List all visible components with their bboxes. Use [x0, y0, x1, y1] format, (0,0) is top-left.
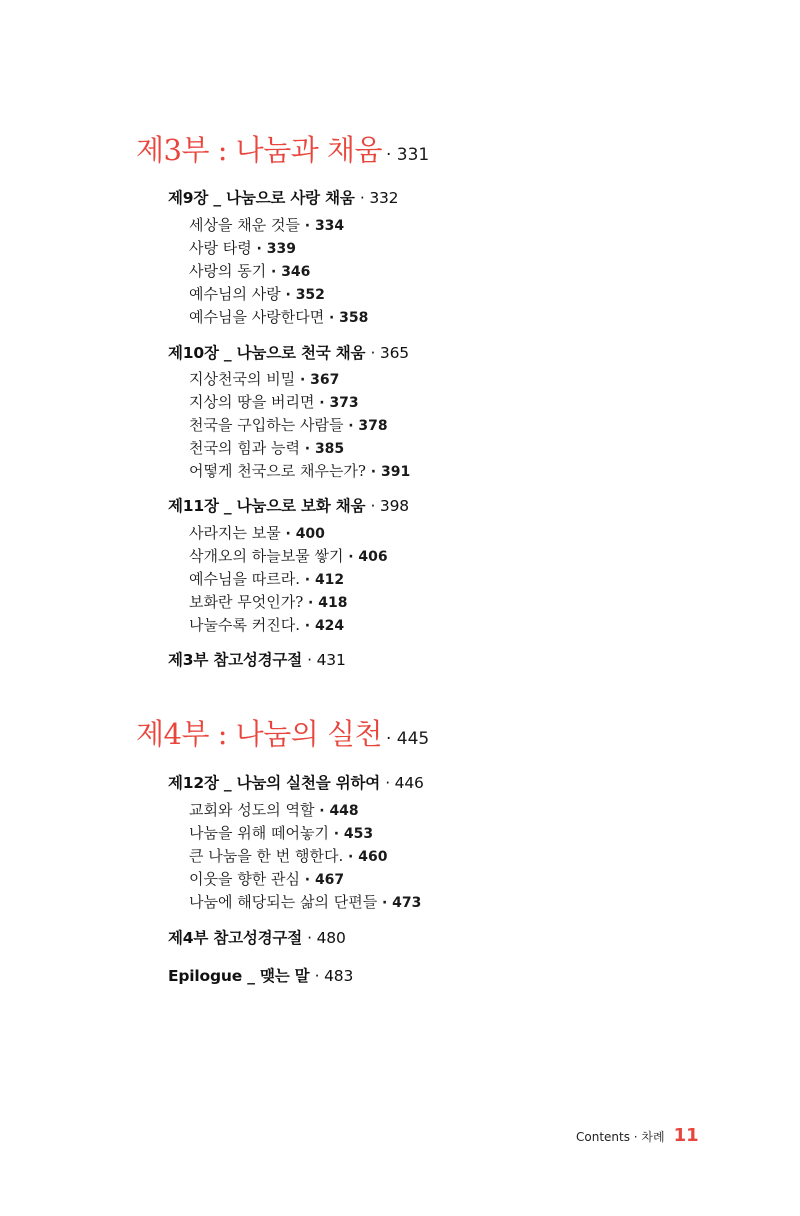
entry-title: 예수님의 사랑	[189, 285, 281, 303]
chapter-page-number: · 446	[385, 774, 424, 792]
chapter-page-number: · 398	[370, 497, 409, 515]
entry-title: 나눔을 위해 떼어놓기	[189, 824, 329, 842]
toc-entry[interactable]	[189, 437, 344, 458]
toc-entry[interactable]	[189, 799, 359, 820]
entry-title: 보화란 무엇인가?	[189, 593, 304, 611]
entry-page-number: · 473	[381, 895, 422, 911]
entry-page-number: · 385	[304, 441, 345, 457]
entry-page-number: · 367	[299, 372, 340, 388]
entry-page-number: · 391	[370, 464, 411, 480]
entry-page-number: · 400	[285, 526, 325, 542]
entry-page-number: · 339	[256, 241, 296, 257]
toc-entry[interactable]	[189, 306, 368, 327]
entry-title: 예수님을 따르라.	[189, 570, 300, 588]
entry-page-number: · 412	[304, 572, 345, 588]
chapter-label: 제9장 _ 나눔으로 사랑 채움	[168, 189, 355, 207]
chapter-page-number: · 365	[370, 344, 409, 362]
entry-title: 지상의 땅을 버리면	[189, 393, 315, 411]
entry-title: 이웃을 향한 관심	[189, 870, 300, 888]
entry-title: 예수님을 사랑한다면	[189, 308, 325, 326]
chapter-heading[interactable]	[168, 186, 398, 208]
entry-page-number: · 418	[308, 595, 348, 611]
entry-page-number: · 358	[328, 310, 369, 326]
part-title: 제4부 : 나눔의 실천	[136, 717, 382, 751]
entry-title: 삭개오의 하늘보물 쌓기	[189, 547, 344, 565]
toc-entry[interactable]	[189, 391, 359, 412]
chapter-heading[interactable]	[168, 648, 346, 670]
toc-entry[interactable]	[189, 283, 325, 304]
entry-title: 천국을 구입하는 사람들	[189, 416, 344, 434]
part-heading	[136, 712, 429, 753]
toc-entry[interactable]	[189, 591, 347, 612]
chapter-heading[interactable]	[168, 341, 409, 363]
entry-title: 나눔에 해당되는 삶의 단편들	[189, 893, 378, 911]
chapter-heading[interactable]	[168, 926, 346, 948]
toc-entry[interactable]	[189, 845, 387, 866]
chapter-label: Epilogue _ 맺는 말	[168, 967, 310, 985]
toc-entry[interactable]	[189, 891, 421, 912]
chapter-heading[interactable]	[168, 494, 409, 516]
entry-title: 큰 나눔을 한 번 행한다.	[189, 847, 344, 865]
entry-page-number: · 406	[348, 549, 388, 565]
chapter-page-number: · 483	[314, 967, 354, 985]
toc-entry[interactable]	[189, 214, 344, 235]
chapter-heading[interactable]	[168, 771, 424, 793]
chapter-label: 제10장 _ 나눔으로 천국 채움	[168, 344, 366, 362]
chapter-label: 제3부 참고성경구절	[168, 651, 302, 669]
chapter-label: 제11장 _ 나눔으로 보화 채움	[168, 497, 366, 515]
entry-title: 나눌수록 커진다.	[189, 616, 300, 634]
entry-title: 지상천국의 비밀	[189, 370, 296, 388]
chapter-page-number: · 431	[307, 651, 346, 669]
toc-entry[interactable]	[189, 545, 388, 566]
entry-page-number: · 467	[304, 872, 345, 888]
chapter-heading[interactable]	[168, 964, 353, 986]
entry-page-number: · 352	[285, 287, 325, 303]
part-title: 제3부 : 나눔과 채움	[136, 133, 382, 167]
entry-page-number: · 346	[271, 264, 311, 280]
chapter-page-number: · 480	[307, 929, 346, 947]
entry-page-number: · 378	[348, 418, 388, 434]
entry-page-number: · 448	[319, 803, 359, 819]
entry-title: 사랑의 동기	[189, 262, 267, 280]
entry-page-number: · 373	[319, 395, 359, 411]
entry-title: 어떻게 천국으로 채우는가?	[189, 462, 366, 480]
chapter-page-number: · 332	[359, 189, 399, 207]
running-footer-label: Contents · 차례	[576, 1130, 665, 1144]
toc-entry[interactable]	[189, 368, 339, 389]
chapter-label: 제4부 참고성경구절	[168, 929, 302, 947]
toc-entry[interactable]	[189, 868, 344, 889]
entry-page-number: · 460	[348, 849, 388, 865]
page-number: 11	[673, 1125, 699, 1146]
entry-page-number: · 424	[304, 618, 345, 634]
entry-title: 세상을 채운 것들	[189, 216, 300, 234]
entry-page-number: · 334	[304, 218, 345, 234]
page-footer	[576, 1125, 699, 1146]
part-heading	[136, 128, 429, 169]
entry-title: 천국의 힘과 능력	[189, 439, 300, 457]
entry-title: 교회와 성도의 역할	[189, 801, 315, 819]
entry-title: 사라지는 보물	[189, 524, 281, 542]
toc-entry[interactable]	[189, 460, 410, 481]
toc-entry[interactable]	[189, 568, 344, 589]
toc-entry[interactable]	[189, 522, 325, 543]
toc-entry[interactable]	[189, 614, 344, 635]
toc-entry[interactable]	[189, 260, 310, 281]
toc-entry[interactable]	[189, 822, 373, 843]
toc-entry[interactable]	[189, 414, 388, 435]
entry-title: 사랑 타령	[189, 239, 252, 257]
part-page-number: · 445	[385, 729, 430, 749]
toc-entry[interactable]	[189, 237, 296, 258]
part-page-number: · 331	[385, 145, 430, 165]
chapter-label: 제12장 _ 나눔의 실천을 위하여	[168, 774, 381, 792]
entry-page-number: · 453	[333, 826, 374, 842]
